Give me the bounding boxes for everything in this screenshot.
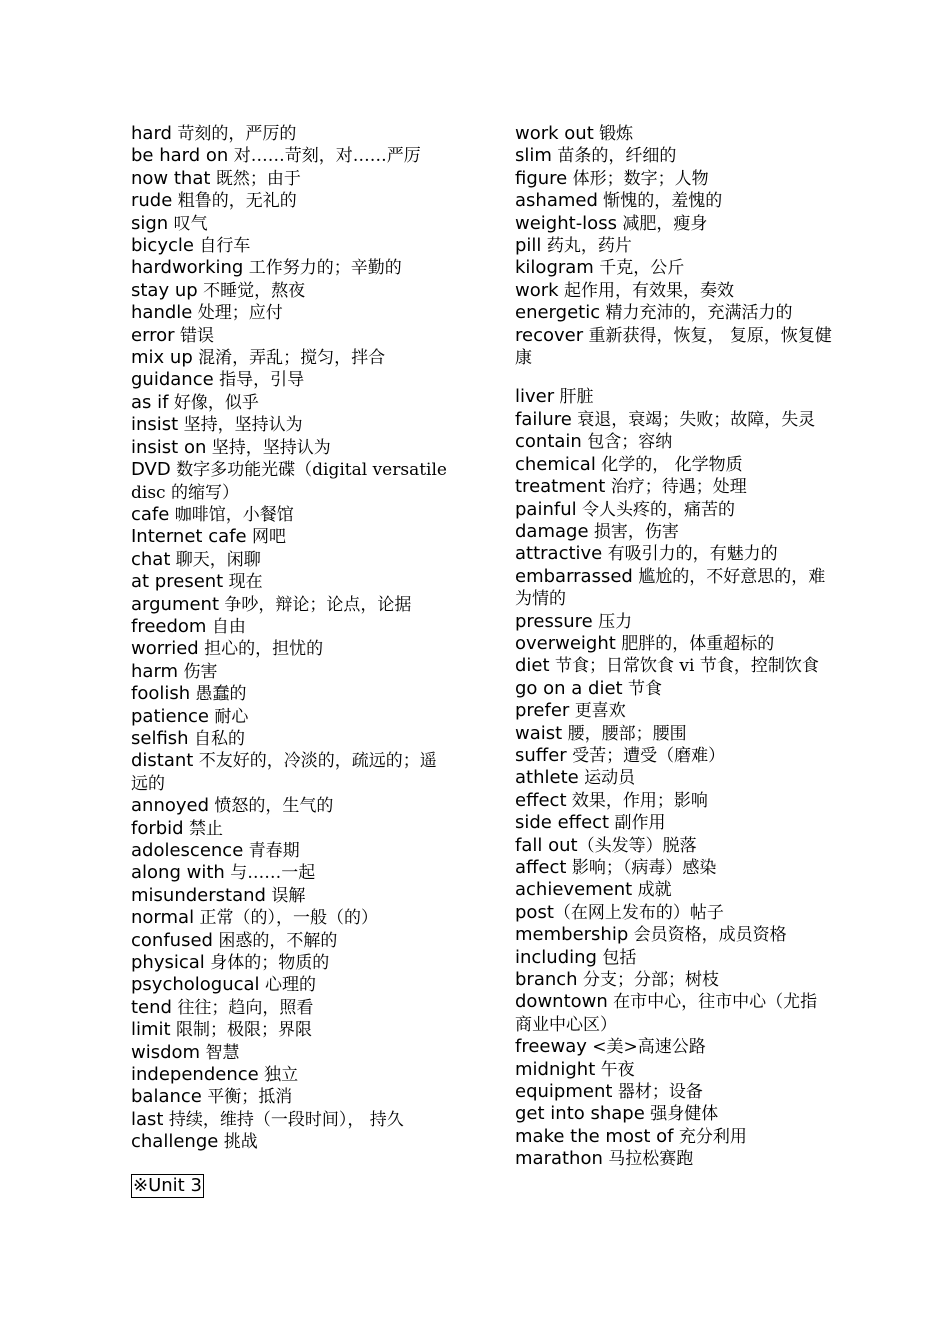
vocab-definition: 咖啡馆，小餐馆 — [169, 504, 294, 525]
vocab-term: athlete — [515, 767, 579, 789]
vocab-entry — [515, 454, 833, 476]
vocab-definition: 千克，公斤 — [593, 258, 685, 279]
vocab-entry — [515, 499, 833, 521]
vocab-term: error — [131, 324, 175, 346]
vocab-term: failure — [515, 408, 572, 430]
vocab-entry — [131, 257, 449, 279]
vocab-definition: 困惑的，不解的 — [212, 930, 338, 951]
vocab-entry — [131, 325, 449, 347]
vocab-term: independence — [131, 1064, 259, 1086]
vocab-definition: （头发等）脱落 — [577, 835, 697, 856]
vocab-term: go on a diet — [515, 677, 623, 699]
vocab-term: distant — [131, 750, 194, 772]
vocab-term: membership — [515, 924, 629, 946]
vocab-entry — [131, 638, 449, 660]
vocab-definition: 节食 — [622, 678, 663, 699]
vocab-term: adolescence — [131, 840, 244, 861]
vocab-definition: 起作用，有效果，奏效 — [558, 280, 734, 301]
vocab-entry — [515, 767, 833, 789]
vocab-entry — [131, 974, 449, 996]
vocab-entry — [515, 386, 833, 408]
vocab-entry — [131, 862, 449, 884]
vocab-term: suffer — [515, 744, 567, 766]
vocab-definition: 自私的 — [188, 728, 245, 749]
vocab-entry — [131, 392, 449, 414]
vocab-definition: 压力 — [592, 611, 633, 632]
vocab-term: chat — [131, 548, 171, 570]
right-vocab-list-b — [515, 386, 833, 1170]
vocab-definition: 误解 — [265, 885, 306, 906]
vocab-term: freedom — [131, 615, 207, 637]
vocab-definition: 平衡；抵消 — [201, 1087, 293, 1108]
vocab-definition: 器材；设备 — [612, 1082, 703, 1103]
vocab-definition: 在市中心，往市中心（尤指商业中心区） — [515, 992, 818, 1035]
vocab-term: get into shape — [515, 1103, 645, 1125]
vocab-entry — [131, 706, 449, 728]
vocab-definition: 肝脏 — [554, 387, 594, 408]
vocab-definition: 包含；容纳 — [581, 432, 673, 453]
vocab-definition: 自由 — [206, 616, 246, 637]
vocab-term: harm — [131, 660, 179, 682]
vocab-term: DVD — [131, 459, 171, 481]
vocab-term: limit — [131, 1019, 171, 1041]
vocab-entry — [131, 1042, 449, 1064]
vocab-definition: 效果，作用；影响 — [566, 790, 708, 811]
vocab-definition: 会员资格，成员资格 — [628, 925, 787, 946]
vocab-term: normal — [131, 907, 195, 929]
vocab-entry — [131, 885, 449, 907]
vocab-term: liver — [515, 386, 555, 408]
vocab-definition: 持续，维持（一段时间）， 持久 — [163, 1109, 404, 1130]
vocab-entry — [515, 969, 833, 991]
vocab-term: insist on — [131, 436, 207, 458]
vocab-definition: 既然；由于 — [210, 168, 301, 189]
vocab-definition: 节食；日常饮食 vi 节食，控制饮食 — [549, 656, 819, 677]
vocab-definition: 数字多功能光碟（digital versatile disc 的缩写） — [131, 460, 447, 503]
vocab-entry — [131, 302, 449, 324]
vocab-entry — [131, 683, 449, 705]
vocab-entry — [515, 257, 833, 279]
vocab-entry — [515, 431, 833, 453]
vocab-definition: 混淆，弄乱；搅匀，拌合 — [192, 348, 386, 369]
vocab-definition: 正常（的），一般（的） — [194, 908, 378, 929]
vocab-definition: 独立 — [258, 1065, 299, 1086]
vocab-entry — [131, 549, 449, 571]
vocab-definition: 马拉松赛跑 — [602, 1149, 694, 1170]
vocab-term: midnight — [515, 1058, 596, 1080]
vocab-definition: 禁止 — [183, 818, 224, 839]
vocab-term: patience — [131, 705, 209, 727]
vocab-definition: 衰退，衰竭；失败；故障，失灵 — [571, 409, 816, 430]
vocab-entry — [131, 459, 449, 504]
vocab-entry — [131, 437, 449, 459]
vocab-definition: 苛刻的，严厉的 — [171, 124, 297, 144]
vocab-term: damage — [515, 520, 589, 542]
vocab-entry — [131, 213, 449, 235]
vocab-entry — [515, 521, 833, 543]
vocab-term: achievement — [515, 879, 633, 901]
vocab-term: pressure — [515, 610, 593, 632]
vocab-definition: 耐心 — [208, 706, 249, 727]
vocab-term: along with — [131, 862, 225, 884]
vocab-definition: 包括 — [596, 947, 637, 968]
vocab-definition: 成就 — [632, 880, 672, 901]
vocab-term: mix up — [131, 347, 193, 369]
vocab-definition: 粗鲁的，无礼的 — [172, 191, 297, 212]
vocab-definition: （在网上发布的）帖子 — [553, 902, 724, 923]
vocab-definition: 坚持，坚持认为 — [178, 415, 303, 436]
vocab-entry — [515, 655, 833, 677]
vocab-entry — [515, 678, 833, 700]
vocab-term: wisdom — [131, 1041, 201, 1063]
vocab-term: pill — [515, 235, 542, 257]
vocab-term: including — [515, 946, 597, 968]
vocab-entry — [131, 347, 449, 369]
vocab-definition: 对……苛刻，对……严厉 — [228, 146, 421, 167]
vocab-term: hard — [131, 123, 172, 144]
vocab-entry — [131, 168, 449, 190]
vocab-entry — [131, 997, 449, 1019]
section-gap — [515, 369, 833, 386]
vocab-definition: 副作用 — [609, 813, 666, 834]
vocab-entry — [515, 723, 833, 745]
vocab-definition: 与……一起 — [224, 863, 316, 884]
vocab-entry — [515, 835, 833, 857]
vocab-entry — [131, 818, 449, 840]
vocab-definition: 有吸引力的，有魅力的 — [602, 544, 778, 565]
vocab-entry — [515, 145, 833, 167]
vocab-term: foolish — [131, 683, 191, 705]
vocab-term: slim — [515, 145, 552, 167]
vocab-entry — [515, 476, 833, 498]
vocab-definition: 充分利用 — [673, 1126, 747, 1147]
vocab-term: weight-loss — [515, 212, 617, 234]
vocab-entry — [515, 190, 833, 212]
vocab-definition: 影响；（病毒）感染 — [566, 858, 717, 878]
vocab-term: figure — [515, 167, 568, 189]
vocab-term: effect — [515, 789, 567, 811]
vocab-term: annoyed — [131, 795, 210, 817]
vocab-entry — [515, 611, 833, 633]
vocab-term: stay up — [131, 279, 198, 301]
vocab-entry — [515, 790, 833, 812]
vocab-entry — [131, 526, 449, 548]
vocab-entry — [515, 1081, 833, 1103]
vocab-term: guidance — [131, 369, 214, 391]
vocab-term: cafe — [131, 503, 170, 525]
vocab-definition: 青春期 — [243, 841, 300, 861]
vocab-term: rude — [131, 190, 173, 212]
vocab-definition: 身体的；物质的 — [204, 953, 330, 974]
vocab-entry — [515, 213, 833, 235]
vocab-entry — [131, 907, 449, 929]
vocab-definition: 坚持，坚持认为 — [206, 437, 331, 458]
vocab-term: challenge — [131, 1131, 219, 1153]
vocab-entry — [515, 325, 833, 370]
vocab-entry — [131, 145, 449, 167]
vocab-entry — [131, 571, 449, 593]
vocab-term: treatment — [515, 476, 606, 498]
vocab-term: make the most of — [515, 1125, 674, 1147]
vocab-term: as if — [131, 391, 169, 413]
vocab-term: balance — [131, 1086, 202, 1108]
vocab-definition: 不睡觉，熬夜 — [197, 280, 306, 301]
vocab-definition: 往往；趋向，照看 — [171, 997, 314, 1018]
vocab-definition: 指导，引导 — [213, 370, 305, 391]
vocab-term: overweight — [515, 632, 616, 654]
vocab-entry — [131, 840, 449, 862]
vocab-term: post — [515, 901, 554, 923]
vocab-definition: 运动员 — [578, 768, 636, 789]
vocab-entry — [515, 302, 833, 324]
vocab-definition: 强身健体 — [644, 1104, 719, 1125]
vocab-entry — [131, 280, 449, 302]
left-vocab-list — [131, 123, 449, 1154]
vocab-term: prefer — [515, 700, 570, 722]
vocab-entry — [515, 1103, 833, 1125]
vocab-entry — [131, 235, 449, 257]
vocab-term: be hard on — [131, 145, 229, 167]
vocab-term: last — [131, 1108, 164, 1130]
vocab-definition: 精力充沛的，充满活力的 — [600, 303, 793, 324]
vocab-definition: 更喜欢 — [569, 701, 626, 722]
vocab-term: hardworking — [131, 257, 244, 279]
vocab-term: affect — [515, 857, 567, 878]
vocab-entry — [131, 1019, 449, 1041]
vocab-term: work out — [515, 123, 594, 144]
vocab-term: misunderstand — [131, 884, 266, 906]
vocab-definition: 伤害 — [178, 661, 218, 682]
vocab-entry — [131, 728, 449, 750]
unit-heading: ※Unit 3 — [133, 1174, 202, 1196]
vocab-definition: 工作努力的；辛勤的 — [243, 258, 402, 279]
vocab-term: kilogram — [515, 257, 594, 279]
vocab-entry — [131, 750, 449, 795]
vocab-definition: 损害，伤害 — [588, 521, 679, 542]
vocab-term: freeway — [515, 1036, 587, 1058]
vocab-definition: 好像，似乎 — [168, 392, 259, 413]
vocab-definition: 重新获得，恢复， 复原，恢复健康 — [515, 325, 832, 369]
vocab-entry — [515, 857, 833, 879]
vocab-entry — [515, 902, 833, 924]
vocab-definition: 愚蠢的 — [190, 684, 247, 705]
vocab-term: at present — [131, 571, 224, 593]
vocab-entry — [515, 947, 833, 969]
vocab-definition: 受苦；遭受（磨难） — [566, 745, 726, 766]
vocab-definition: 不友好的，冷淡的，疏远的；遥远的 — [131, 751, 437, 794]
vocab-entry — [515, 879, 833, 901]
vocab-definition: 肥胖的，体重超标的 — [615, 633, 775, 654]
vocab-term: bicycle — [131, 235, 194, 257]
vocab-entry — [515, 991, 833, 1036]
vocab-entry — [131, 123, 449, 145]
vocab-entry — [515, 745, 833, 767]
vocab-term: recover — [515, 324, 584, 346]
vocab-definition: 限制；极限；界限 — [170, 1020, 313, 1041]
vocab-definition: 令人头疼的，痛苦的 — [576, 499, 736, 520]
vocab-entry — [515, 543, 833, 565]
vocab-term: ashamed — [515, 190, 598, 212]
vocab-definition: 现在 — [223, 572, 263, 593]
vocab-entry — [515, 700, 833, 722]
vocab-entry — [515, 235, 833, 257]
vocab-definition: 苗条的，纤细的 — [551, 146, 677, 167]
vocab-term: waist — [515, 722, 563, 744]
vocab-definition: 愤怒的，生气的 — [209, 796, 334, 817]
vocab-entry — [131, 1064, 449, 1086]
vocab-entry — [131, 504, 449, 526]
vocab-term: tend — [131, 996, 172, 1018]
vocab-term: psychologucal — [131, 974, 260, 996]
vocab-entry — [131, 795, 449, 817]
vocab-definition: 分支；分部；树枝 — [577, 970, 719, 991]
vocab-entry — [131, 1109, 449, 1131]
vocab-definition: 聊天，闲聊 — [170, 549, 261, 570]
vocab-entry — [515, 409, 833, 431]
vocab-entry — [131, 1131, 449, 1153]
vocab-term: equipment — [515, 1081, 613, 1103]
vocab-term: downtown — [515, 991, 608, 1013]
vocab-definition: <美>高速公路 — [586, 1037, 706, 1058]
left-column — [131, 123, 449, 1198]
vocab-definition: 减肥，瘦身 — [616, 213, 708, 234]
vocab-entry — [515, 633, 833, 655]
vocab-term: contain — [515, 431, 582, 453]
vocab-term: fall out — [515, 834, 578, 856]
vocab-entry — [131, 369, 449, 391]
vocab-term: now that — [131, 167, 211, 189]
vocab-term: physical — [131, 952, 205, 974]
vocab-entry — [515, 1148, 833, 1170]
vocab-term: worried — [131, 638, 199, 660]
vocab-term: confused — [131, 929, 213, 951]
vocab-definition: 化学的， 化学物质 — [595, 454, 743, 475]
vocab-term: forbid — [131, 817, 184, 839]
vocab-entry — [515, 280, 833, 302]
right-vocab-list-a — [515, 123, 833, 369]
vocab-term: handle — [131, 302, 193, 324]
vocab-entry — [515, 1036, 833, 1058]
vocab-term: sign — [131, 212, 169, 234]
vocab-term: chemical — [515, 453, 596, 475]
vocab-definition: 体形；数字；人物 — [567, 168, 709, 189]
vocab-term: work — [515, 279, 559, 301]
vocab-entry — [131, 616, 449, 638]
vocab-definition: 挑战 — [218, 1132, 258, 1153]
vocab-definition: 自行车 — [193, 236, 251, 257]
vocab-term: attractive — [515, 543, 603, 565]
vocab-entry — [131, 1086, 449, 1108]
vocab-entry — [515, 123, 833, 145]
vocab-definition: 担心的，担忧的 — [198, 639, 324, 660]
vocab-definition: 错误 — [174, 325, 214, 346]
vocab-definition: 心理的 — [259, 975, 316, 996]
vocab-entry — [131, 414, 449, 436]
vocab-definition: 智慧 — [200, 1042, 240, 1063]
vocab-entry — [515, 924, 833, 946]
vocab-entry — [131, 930, 449, 952]
vocab-definition: 锻炼 — [593, 124, 634, 144]
vocab-entry — [515, 812, 833, 834]
vocab-entry — [515, 1126, 833, 1148]
vocab-term: marathon — [515, 1148, 603, 1170]
vocab-definition: 争吵，辩论；论点，论据 — [219, 594, 412, 615]
vocab-entry — [515, 566, 833, 611]
vocab-term: diet — [515, 655, 550, 677]
vocab-term: embarrassed — [515, 565, 633, 587]
vocab-entry — [515, 1059, 833, 1081]
vocab-entry — [515, 168, 833, 190]
vocab-term: side effect — [515, 812, 610, 834]
vocab-term: selfish — [131, 727, 189, 749]
vocab-term: Internet cafe — [131, 526, 247, 548]
vocab-entry — [131, 952, 449, 974]
vocab-term: energetic — [515, 302, 601, 324]
vocab-term: insist — [131, 414, 179, 436]
vocab-definition: 治疗；待遇；处理 — [605, 477, 747, 498]
vocab-entry — [131, 594, 449, 616]
vocab-term: branch — [515, 969, 578, 991]
vocab-definition: 药丸，药片 — [541, 236, 632, 257]
vocab-definition: 处理；应付 — [192, 303, 283, 324]
vocab-entry — [131, 190, 449, 212]
vocab-definition: 午夜 — [595, 1059, 635, 1080]
vocab-definition: 叹气 — [168, 213, 208, 234]
vocab-entry — [131, 661, 449, 683]
vocab-definition: 尴尬的，不好意思的，难为情的 — [515, 566, 826, 610]
right-column — [515, 123, 833, 1171]
vocab-definition: 腰，腰部；腰围 — [562, 723, 687, 744]
vocab-term: argument — [131, 593, 220, 615]
vocab-term: painful — [515, 498, 577, 520]
vocab-definition: 网吧 — [246, 527, 286, 548]
vocab-definition: 惭愧的，羞愧的 — [597, 191, 723, 212]
